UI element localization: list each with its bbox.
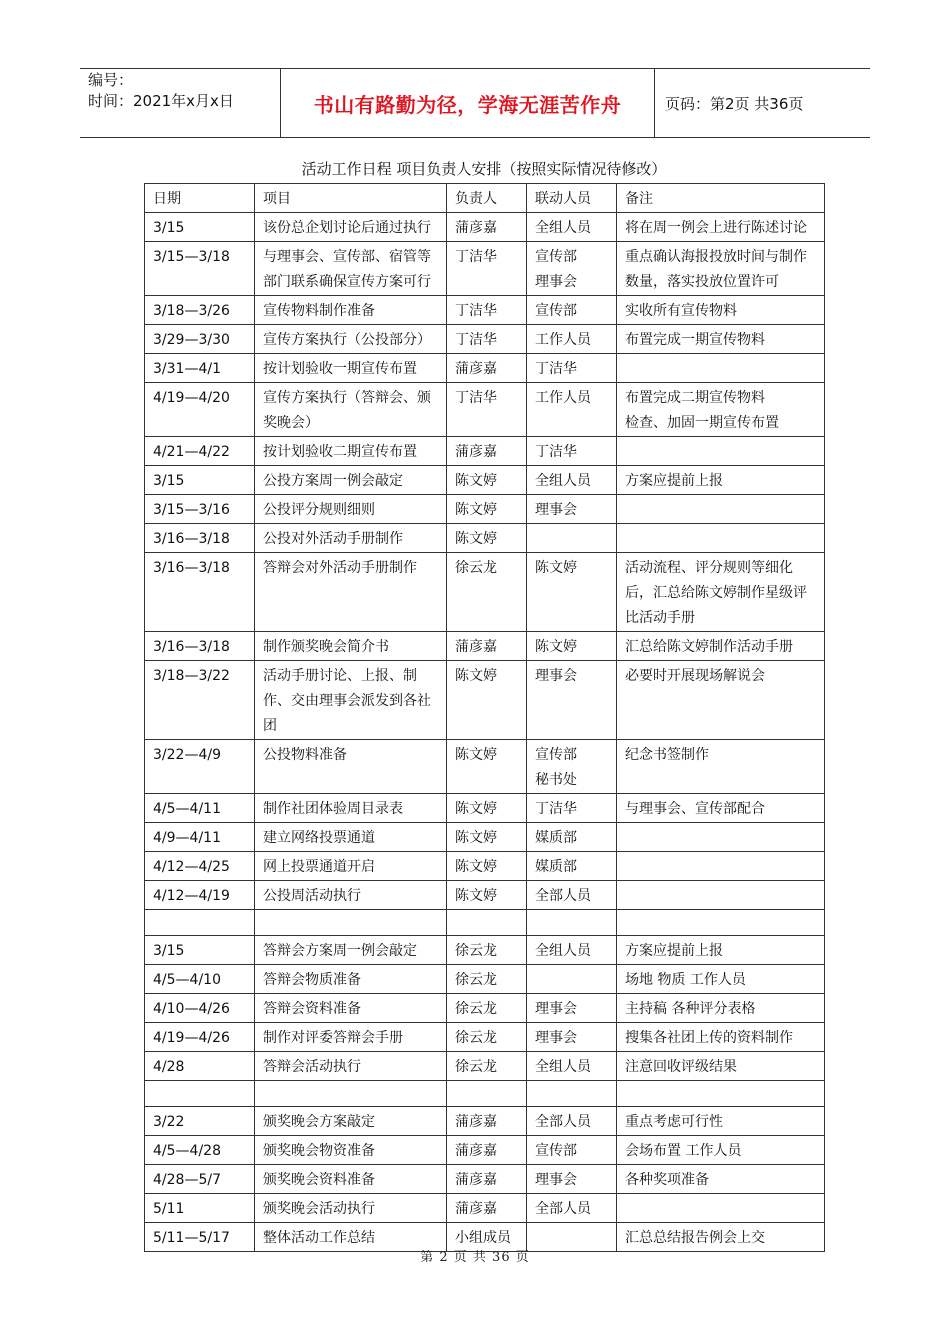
cell-partners: 理事会 bbox=[527, 661, 617, 740]
table-row bbox=[145, 1136, 825, 1165]
cell-project: 答辩会资料准备 bbox=[255, 994, 447, 1023]
table-row bbox=[145, 213, 825, 242]
cell-project: 宣传方案执行（答辩会、颁奖晚会） bbox=[255, 383, 447, 437]
cell-owner: 陈文婷 bbox=[447, 740, 527, 794]
table-row bbox=[145, 994, 825, 1023]
cell-notes bbox=[617, 354, 825, 383]
table-row bbox=[145, 242, 825, 296]
cell-partners: 全组人员 bbox=[527, 1052, 617, 1081]
cell-partners: 宣传部 bbox=[527, 296, 617, 325]
cell-partners: 全组人员 bbox=[527, 936, 617, 965]
table-row bbox=[145, 1194, 825, 1223]
cell-partners: 理事会 bbox=[527, 994, 617, 1023]
cell-date: 4/12—4/25 bbox=[145, 852, 255, 881]
cell-notes: 各种奖项准备 bbox=[617, 1165, 825, 1194]
cell-partners: 宣传部 秘书处 bbox=[527, 740, 617, 794]
schedule-table bbox=[144, 183, 825, 1252]
cell-notes: 布置完成一期宣传物料 bbox=[617, 325, 825, 354]
cell-notes: 注意回收评级结果 bbox=[617, 1052, 825, 1081]
cell-project: 颁奖晚会资料准备 bbox=[255, 1165, 447, 1194]
table-row bbox=[145, 661, 825, 740]
cell-notes: 必要时开展现场解说会 bbox=[617, 661, 825, 740]
cell-date: 3/18—3/22 bbox=[145, 661, 255, 740]
page-header bbox=[80, 68, 870, 138]
table-row bbox=[145, 466, 825, 495]
cell-date: 3/22 bbox=[145, 1107, 255, 1136]
cell-owner: 陈文婷 bbox=[447, 661, 527, 740]
cell-notes bbox=[617, 524, 825, 553]
cell-notes: 布置完成二期宣传物料 检查、加固一期宣传布置 bbox=[617, 383, 825, 437]
cell-date: 4/12—4/19 bbox=[145, 881, 255, 910]
page-footer: 第 2 页 共 36 页 bbox=[420, 1250, 530, 1265]
table-row bbox=[145, 325, 825, 354]
table-row bbox=[145, 1081, 825, 1107]
cell-notes: 重点确认海报投放时间与制作数量，落实投放位置许可 bbox=[617, 242, 825, 296]
cell-date: 3/15—3/18 bbox=[145, 242, 255, 296]
table-row bbox=[145, 296, 825, 325]
cell-date: 4/10—4/26 bbox=[145, 994, 255, 1023]
cell-date: 3/16—3/18 bbox=[145, 632, 255, 661]
time-label: 时间：2021年x月x日 bbox=[88, 92, 234, 110]
cell-owner: 蒲彦嘉 bbox=[447, 437, 527, 466]
cell-notes bbox=[617, 495, 825, 524]
cell-date: 4/19—4/26 bbox=[145, 1023, 255, 1052]
cell-date: 4/5—4/28 bbox=[145, 1136, 255, 1165]
cell-partners: 宣传部 理事会 bbox=[527, 242, 617, 296]
number-label: 编号： bbox=[88, 71, 134, 89]
cell-partners: 理事会 bbox=[527, 1023, 617, 1052]
header-cell-project: 项目 bbox=[255, 184, 447, 213]
table-row bbox=[145, 495, 825, 524]
cell-partners: 陈文婷 bbox=[527, 553, 617, 632]
cell-owner bbox=[447, 910, 527, 936]
cell-owner: 徐云龙 bbox=[447, 1023, 527, 1052]
cell-owner: 丁洁华 bbox=[447, 242, 527, 296]
cell-partners: 全组人员 bbox=[527, 213, 617, 242]
cell-partners: 丁洁华 bbox=[527, 354, 617, 383]
cell-notes: 重点考虑可行性 bbox=[617, 1107, 825, 1136]
cell-owner: 徐云龙 bbox=[447, 936, 527, 965]
cell-owner: 蒲彦嘉 bbox=[447, 213, 527, 242]
table-row bbox=[145, 881, 825, 910]
table-row bbox=[145, 852, 825, 881]
cell-notes bbox=[617, 910, 825, 936]
cell-partners: 媒质部 bbox=[527, 823, 617, 852]
cell-project: 整体活动工作总结 bbox=[255, 1223, 447, 1252]
cell-date: 3/16—3/18 bbox=[145, 524, 255, 553]
cell-project: 答辩会活动执行 bbox=[255, 1052, 447, 1081]
cell-project: 公投评分规则细则 bbox=[255, 495, 447, 524]
table-row bbox=[145, 553, 825, 632]
cell-project: 答辩会对外活动手册制作 bbox=[255, 553, 447, 632]
cell-project: 制作颁奖晚会简介书 bbox=[255, 632, 447, 661]
cell-date bbox=[145, 1081, 255, 1107]
cell-date: 4/9—4/11 bbox=[145, 823, 255, 852]
cell-notes: 纪念书签制作 bbox=[617, 740, 825, 794]
cell-date: 4/5—4/11 bbox=[145, 794, 255, 823]
cell-notes: 搜集各社团上传的资料制作 bbox=[617, 1023, 825, 1052]
table-row bbox=[145, 1023, 825, 1052]
table-row bbox=[145, 965, 825, 994]
cell-notes bbox=[617, 1194, 825, 1223]
cell-notes bbox=[617, 823, 825, 852]
cell-partners: 丁洁华 bbox=[527, 437, 617, 466]
cell-project: 活动手册讨论、上报、制作、交由理事会派发到各社团 bbox=[255, 661, 447, 740]
cell-partners: 理事会 bbox=[527, 495, 617, 524]
table-row bbox=[145, 1052, 825, 1081]
cell-notes bbox=[617, 881, 825, 910]
cell-owner: 蒲彦嘉 bbox=[447, 632, 527, 661]
cell-owner: 陈文婷 bbox=[447, 466, 527, 495]
cell-partners: 全组人员 bbox=[527, 466, 617, 495]
table-header-row bbox=[145, 184, 825, 213]
cell-owner: 徐云龙 bbox=[447, 1052, 527, 1081]
cell-project: 该份总企划讨论后通过执行 bbox=[255, 213, 447, 242]
cell-project: 公投周活动执行 bbox=[255, 881, 447, 910]
cell-partners: 理事会 bbox=[527, 1165, 617, 1194]
cell-owner: 蒲彦嘉 bbox=[447, 1165, 527, 1194]
cell-partners: 全部人员 bbox=[527, 1194, 617, 1223]
cell-partners bbox=[527, 910, 617, 936]
cell-date bbox=[145, 910, 255, 936]
header-cell-notes: 备注 bbox=[617, 184, 825, 213]
cell-date: 5/11 bbox=[145, 1194, 255, 1223]
cell-project: 公投方案周一例会敲定 bbox=[255, 466, 447, 495]
cell-notes: 实收所有宣传物料 bbox=[617, 296, 825, 325]
cell-owner: 徐云龙 bbox=[447, 553, 527, 632]
cell-project: 公投对外活动手册制作 bbox=[255, 524, 447, 553]
cell-owner: 蒲彦嘉 bbox=[447, 1107, 527, 1136]
cell-owner bbox=[447, 1081, 527, 1107]
cell-date: 3/15 bbox=[145, 213, 255, 242]
cell-notes: 与理事会、宣传部配合 bbox=[617, 794, 825, 823]
cell-project: 制作社团体验周目录表 bbox=[255, 794, 447, 823]
cell-project: 宣传方案执行（公投部分） bbox=[255, 325, 447, 354]
cell-date: 5/11—5/17 bbox=[145, 1223, 255, 1252]
cell-partners: 全部人员 bbox=[527, 1107, 617, 1136]
cell-owner: 徐云龙 bbox=[447, 994, 527, 1023]
cell-date: 3/15 bbox=[145, 466, 255, 495]
cell-project: 颁奖晚会物资准备 bbox=[255, 1136, 447, 1165]
cell-owner: 蒲彦嘉 bbox=[447, 354, 527, 383]
cell-owner: 蒲彦嘉 bbox=[447, 1194, 527, 1223]
table-row bbox=[145, 740, 825, 794]
cell-notes: 场地 物质 工作人员 bbox=[617, 965, 825, 994]
cell-owner: 徐云龙 bbox=[447, 965, 527, 994]
cell-owner: 丁洁华 bbox=[447, 325, 527, 354]
cell-date: 3/16—3/18 bbox=[145, 553, 255, 632]
cell-partners bbox=[527, 524, 617, 553]
cell-project: 按计划验收二期宣传布置 bbox=[255, 437, 447, 466]
cell-date: 4/21—4/22 bbox=[145, 437, 255, 466]
cell-project: 建立网络投票通道 bbox=[255, 823, 447, 852]
cell-date: 4/28 bbox=[145, 1052, 255, 1081]
cell-project: 按计划验收一期宣传布置 bbox=[255, 354, 447, 383]
cell-date: 3/31—4/1 bbox=[145, 354, 255, 383]
cell-owner: 小组成员 bbox=[447, 1223, 527, 1252]
cell-notes bbox=[617, 1081, 825, 1107]
cell-owner: 陈文婷 bbox=[447, 823, 527, 852]
table-row bbox=[145, 524, 825, 553]
cell-notes: 主持稿 各种评分表格 bbox=[617, 994, 825, 1023]
cell-date: 3/18—3/26 bbox=[145, 296, 255, 325]
cell-partners: 工作人员 bbox=[527, 383, 617, 437]
cell-partners: 全部人员 bbox=[527, 881, 617, 910]
table-row bbox=[145, 632, 825, 661]
cell-project: 网上投票通道开启 bbox=[255, 852, 447, 881]
cell-date: 4/28—5/7 bbox=[145, 1165, 255, 1194]
table-row bbox=[145, 437, 825, 466]
header-motto: 书山有路勤为径，学海无涯苦作舟 bbox=[281, 69, 655, 137]
cell-project: 与理事会、宣传部、宿管等部门联系确保宣传方案可行 bbox=[255, 242, 447, 296]
header-cell-owner: 负责人 bbox=[447, 184, 527, 213]
header-meta bbox=[80, 69, 281, 137]
cell-owner: 陈文婷 bbox=[447, 495, 527, 524]
header-page-label: 页码：第2页 共36页 bbox=[665, 94, 804, 113]
cell-date: 4/19—4/20 bbox=[145, 383, 255, 437]
cell-notes: 方案应提前上报 bbox=[617, 466, 825, 495]
cell-partners: 陈文婷 bbox=[527, 632, 617, 661]
cell-partners: 丁洁华 bbox=[527, 794, 617, 823]
cell-notes bbox=[617, 437, 825, 466]
cell-partners: 媒质部 bbox=[527, 852, 617, 881]
cell-owner: 陈文婷 bbox=[447, 524, 527, 553]
cell-notes: 活动流程、评分规则等细化后，汇总给陈文婷制作星级评比活动手册 bbox=[617, 553, 825, 632]
table-row bbox=[145, 1107, 825, 1136]
header-cell-partners: 联动人员 bbox=[527, 184, 617, 213]
cell-date: 3/29—3/30 bbox=[145, 325, 255, 354]
schedule-title: 活动工作日程 项目负责人安排（按照实际情况待修改） bbox=[301, 160, 667, 178]
cell-date: 3/15—3/16 bbox=[145, 495, 255, 524]
cell-notes: 汇总总结报告例会上交 bbox=[617, 1223, 825, 1252]
table-row bbox=[145, 794, 825, 823]
cell-project: 制作对评委答辩会手册 bbox=[255, 1023, 447, 1052]
cell-notes: 将在周一例会上进行陈述讨论 bbox=[617, 213, 825, 242]
cell-project: 公投物料准备 bbox=[255, 740, 447, 794]
table-row bbox=[145, 823, 825, 852]
cell-notes: 会场布置 工作人员 bbox=[617, 1136, 825, 1165]
cell-project: 答辩会方案周一例会敲定 bbox=[255, 936, 447, 965]
cell-owner: 丁洁华 bbox=[447, 383, 527, 437]
cell-partners bbox=[527, 965, 617, 994]
table-row bbox=[145, 910, 825, 936]
cell-owner: 陈文婷 bbox=[447, 794, 527, 823]
cell-project: 颁奖晚会方案敲定 bbox=[255, 1107, 447, 1136]
table-row bbox=[145, 354, 825, 383]
cell-date: 4/5—4/10 bbox=[145, 965, 255, 994]
cell-partners: 工作人员 bbox=[527, 325, 617, 354]
cell-project: 颁奖晚会活动执行 bbox=[255, 1194, 447, 1223]
cell-owner: 丁洁华 bbox=[447, 296, 527, 325]
cell-notes: 方案应提前上报 bbox=[617, 936, 825, 965]
cell-date: 3/22—4/9 bbox=[145, 740, 255, 794]
cell-partners: 宣传部 bbox=[527, 1136, 617, 1165]
cell-project: 答辩会物质准备 bbox=[255, 965, 447, 994]
cell-project bbox=[255, 1081, 447, 1107]
cell-date: 3/15 bbox=[145, 936, 255, 965]
cell-owner: 陈文婷 bbox=[447, 852, 527, 881]
cell-owner: 蒲彦嘉 bbox=[447, 1136, 527, 1165]
table-row bbox=[145, 1165, 825, 1194]
cell-project bbox=[255, 910, 447, 936]
header-cell-date: 日期 bbox=[145, 184, 255, 213]
cell-project: 宣传物料制作准备 bbox=[255, 296, 447, 325]
cell-owner: 陈文婷 bbox=[447, 881, 527, 910]
table-row bbox=[145, 936, 825, 965]
cell-notes bbox=[617, 852, 825, 881]
table-body bbox=[145, 213, 825, 1252]
cell-notes: 汇总给陈文婷制作活动手册 bbox=[617, 632, 825, 661]
cell-partners bbox=[527, 1081, 617, 1107]
table-row bbox=[145, 383, 825, 437]
